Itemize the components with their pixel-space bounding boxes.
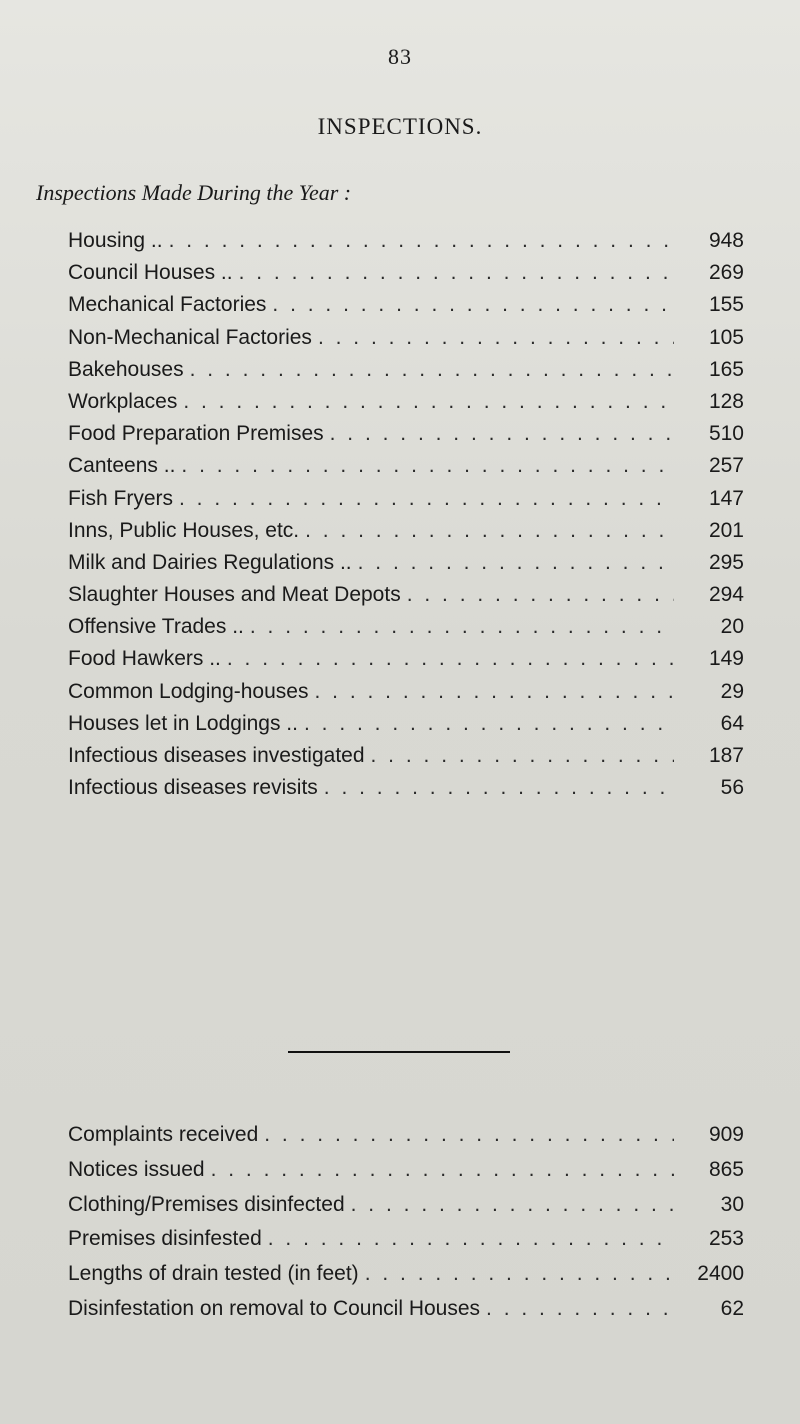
- list-item: [68, 776, 744, 808]
- item-label: Clothing/Premises disinfected: [68, 1192, 345, 1216]
- item-label: Disinfestation on removal to Council Houses: [68, 1296, 481, 1320]
- item-label: Premises disinfested: [68, 1227, 262, 1251]
- item-value: 865: [708, 1157, 744, 1181]
- item-value: 269: [708, 261, 744, 285]
- item-label: Food Hawkers ..: [68, 647, 221, 671]
- item-value: 149: [708, 647, 744, 671]
- list-item: [68, 1158, 744, 1193]
- dot-leader: [181, 454, 674, 478]
- list-item: [68, 1193, 744, 1228]
- dot-leader: [264, 1123, 674, 1147]
- item-value: 64: [720, 711, 744, 735]
- item-label: Council Houses ..: [68, 261, 233, 285]
- item-value: 257: [708, 454, 744, 478]
- dot-leader: [239, 261, 674, 285]
- item-value: 187: [708, 744, 744, 767]
- dot-leader: [179, 487, 674, 511]
- item-label: Workplaces: [68, 389, 178, 413]
- item-value: 909: [708, 1123, 744, 1146]
- list-item: [68, 583, 744, 615]
- item-value: 948: [708, 229, 744, 252]
- other-stats-list: [68, 1123, 744, 1332]
- dot-leader: [407, 583, 674, 607]
- item-value: 253: [708, 1227, 744, 1251]
- item-label: Offensive Trades ..: [68, 615, 244, 639]
- dot-leader: [318, 326, 674, 350]
- dot-leader: [365, 1262, 674, 1286]
- item-value: 295: [708, 550, 744, 574]
- item-value: 510: [708, 422, 744, 446]
- item-label: Slaughter Houses and Meat Depots: [68, 583, 401, 607]
- list-item: [68, 422, 744, 454]
- item-value: 29: [720, 679, 744, 703]
- dot-leader: [351, 1193, 674, 1217]
- dot-leader: [371, 744, 674, 768]
- item-value: 62: [720, 1296, 744, 1320]
- list-item: [68, 390, 744, 422]
- item-label: Houses let in Lodgings ..: [68, 711, 298, 735]
- item-value: 201: [708, 518, 744, 542]
- dot-leader: [227, 647, 674, 671]
- item-label: Inns, Public Houses, etc.: [68, 518, 300, 542]
- dot-leader: [268, 1227, 674, 1251]
- dot-leader: [305, 519, 674, 543]
- dot-leader: [358, 551, 674, 575]
- list-item: [68, 326, 744, 358]
- list-item: [68, 293, 744, 325]
- list-item: [68, 519, 744, 551]
- item-label: Canteens ..: [68, 454, 176, 478]
- dot-leader: [272, 293, 674, 317]
- item-label: Notices issued: [68, 1157, 205, 1181]
- list-item: [68, 454, 744, 486]
- list-item: [68, 487, 744, 519]
- dot-leader: [211, 1158, 674, 1182]
- item-label: Infectious diseases revisits: [68, 776, 318, 800]
- dot-leader: [250, 615, 674, 639]
- section-divider: [288, 1051, 510, 1053]
- list-item: [68, 229, 744, 261]
- item-value: 20: [720, 615, 744, 639]
- dot-leader: [314, 680, 674, 704]
- list-item: [68, 615, 744, 647]
- item-label: Mechanical Factories: [68, 293, 267, 317]
- item-label: Housing ..: [68, 229, 163, 252]
- item-value: 165: [708, 357, 744, 381]
- list-item: [68, 551, 744, 583]
- dot-leader: [183, 390, 674, 414]
- dot-leader: [330, 422, 674, 446]
- item-label: Complaints received: [68, 1123, 259, 1146]
- list-item: [68, 1123, 744, 1158]
- item-value: 294: [708, 583, 744, 607]
- page-title: INSPECTIONS.: [317, 114, 483, 139]
- item-value: 128: [708, 389, 744, 413]
- list-item: [68, 744, 744, 776]
- list-item: [68, 647, 744, 679]
- dot-leader: [169, 229, 674, 253]
- list-item: [68, 680, 744, 712]
- list-item: [68, 1297, 744, 1332]
- item-label: Non-Mechanical Factories: [68, 325, 312, 349]
- list-item: [68, 712, 744, 744]
- item-label: Bakehouses: [68, 357, 184, 381]
- dot-leader: [190, 358, 674, 382]
- item-value: 147: [708, 486, 744, 510]
- item-value: 105: [708, 325, 744, 349]
- item-label: Infectious diseases investigated: [68, 744, 365, 767]
- item-label: Fish Fryers: [68, 486, 173, 510]
- item-value: 30: [720, 1192, 744, 1216]
- dot-leader: [324, 776, 674, 800]
- list-item: [68, 1262, 744, 1297]
- item-value: 2400: [697, 1262, 744, 1286]
- item-value: 56: [720, 776, 744, 800]
- page-number: 83: [388, 44, 412, 69]
- dot-leader: [486, 1297, 674, 1321]
- item-label: Common Lodging-houses: [68, 679, 309, 703]
- item-value: 155: [708, 293, 744, 317]
- item-label: Milk and Dairies Regulations ..: [68, 550, 352, 574]
- list-item: [68, 358, 744, 390]
- inspections-list: [68, 229, 744, 808]
- list-item: [68, 261, 744, 293]
- dot-leader: [304, 712, 674, 736]
- list-item: [68, 1227, 744, 1262]
- item-label: Lengths of drain tested (in feet): [68, 1262, 359, 1286]
- section-subheading: Inspections Made During the Year :: [36, 180, 352, 205]
- item-label: Food Preparation Premises: [68, 422, 324, 446]
